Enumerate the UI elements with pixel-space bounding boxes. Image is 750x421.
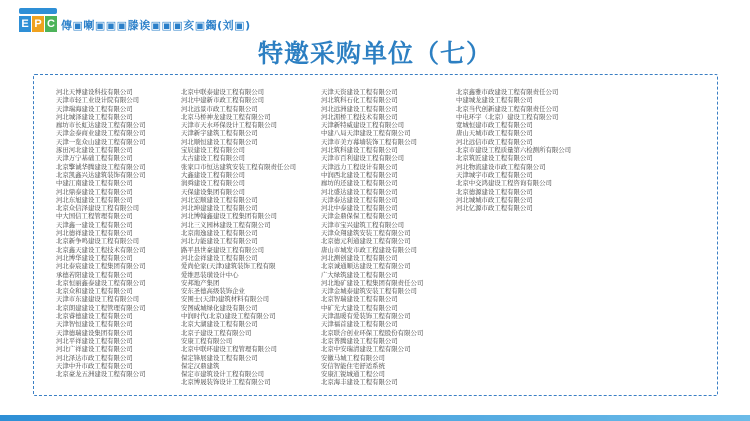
company-name: 保定市建筑设计工程有限公司 bbox=[181, 370, 265, 379]
company-name: 爱尚伦家(天津)建筑装饰工程有限 bbox=[181, 262, 276, 271]
company-name: 河北远信市政工程有限公司 bbox=[456, 137, 533, 146]
company-name: 天津鑫一建设工程有限公司 bbox=[56, 220, 133, 229]
company-name: 天津市东建建设工程有限公司 bbox=[56, 295, 140, 304]
company-name: 天津城宇市政工程有限公司 bbox=[456, 170, 533, 179]
company-name: 北京马桥神龙建设工程有限公司 bbox=[181, 112, 271, 121]
company-name: 河北筑科建设工程有限公司 bbox=[321, 146, 398, 155]
company-name: 天津智恒建设工程有限公司 bbox=[56, 320, 133, 329]
logo-letter-e: E bbox=[19, 16, 31, 32]
company-name: 张家口市恒达建筑安装工程有限责任公司 bbox=[181, 162, 297, 171]
company-name: 中矿光大建设工程有限公司 bbox=[321, 303, 398, 312]
page-title: 特邀采购单位（七） bbox=[257, 39, 492, 68]
company-name: 保定汉鼎建筑 bbox=[181, 361, 220, 370]
company-name: 河北鼎泰建设工程有限公司 bbox=[56, 187, 133, 196]
company-name: 中建江南建设工程有限公司 bbox=[56, 179, 133, 188]
company-name: 北京当代创新建设工程有限责任公司 bbox=[456, 104, 559, 113]
company-column-1 bbox=[56, 88, 145, 378]
company-name: 安信智能住宅舒适系统 bbox=[321, 361, 385, 370]
company-name: 北京中交鸿建设工程咨询有限公司 bbox=[456, 179, 552, 188]
company-name: 河北德祥建设工程有限公司 bbox=[56, 229, 133, 238]
company-name: 河北天博建设科技有限公司 bbox=[56, 88, 133, 96]
company-name: 北京德元利通建设工程有限公司 bbox=[321, 237, 411, 246]
company-name: 天津金鼎保保工程有限公司 bbox=[321, 212, 398, 221]
company-name: 安图威城绿化建设有限公司 bbox=[181, 303, 258, 312]
company-name: 北京中安瑞清建设工程有限公司 bbox=[321, 345, 411, 354]
company-name: 天津市美方幕墙装饰工程有限公司 bbox=[321, 137, 417, 146]
company-name: 北京子建设工程有限公司 bbox=[181, 328, 252, 337]
company-name: 廊坊市长虹达建设工程有限公司 bbox=[56, 121, 146, 130]
brand-text: 傳▣喇▣▣▣滕诶▣▣▣亥▣鐲(刘▣) bbox=[61, 19, 251, 32]
company-name: 河北博翰鑫建设工程集团有限公司 bbox=[181, 212, 277, 221]
company-column-4 bbox=[456, 88, 571, 212]
company-name: 北京睿德建设工程有限公司 bbox=[56, 312, 133, 321]
company-name: 河北地矿建设工程集团有限责任公司 bbox=[321, 278, 424, 287]
company-name: 润舜建设工程有限公司 bbox=[181, 179, 245, 188]
company-name: 北京普腾建设工程有限公司 bbox=[321, 336, 398, 345]
company-name: 天津一览众山建设工程有限公司 bbox=[56, 137, 146, 146]
company-name: 唐山市城发市政工程建设有限公司 bbox=[321, 245, 417, 254]
company-name: 大鑫建设工程有限公司 bbox=[181, 170, 245, 179]
company-name: 北京豪龙五洲建设工程有限公司 bbox=[56, 370, 146, 379]
company-name: 北京凯鑫兴达建筑装饰有限公司 bbox=[56, 170, 146, 179]
company-name: 河北平祥建设工程有限公司 bbox=[56, 336, 133, 345]
company-name: 河北筑科石化工程有限公司 bbox=[321, 96, 398, 105]
company-name: 河北泽达市政工程有限公司 bbox=[56, 353, 133, 362]
company-name: 河北力能建设工程有限公司 bbox=[181, 237, 258, 246]
logo-bar bbox=[19, 8, 57, 14]
company-name: 中建八局天津建设工程有限公司 bbox=[321, 129, 411, 138]
company-column-3 bbox=[321, 88, 423, 387]
company-name: 河北盛达建设工程有限公司 bbox=[321, 187, 398, 196]
company-name: 天津泰达建设工程有限公司 bbox=[321, 195, 398, 204]
company-name: 广大绿筑建设工程有限公司 bbox=[321, 270, 398, 279]
company-name: 天津众翔建筑安装工程有限公司 bbox=[321, 229, 411, 238]
company-name: 天津市天水环保设计工程有限公司 bbox=[181, 121, 277, 130]
company-name: 北京朗建建设工程管理有限公司 bbox=[56, 303, 146, 312]
logo-letter-p: P bbox=[32, 16, 44, 32]
company-name: 北京博晟装饰设计工程有限公司 bbox=[181, 378, 271, 387]
company-name: 河北城城市政工程有限公司 bbox=[456, 195, 533, 204]
company-name: 河北中建新市政工程有限公司 bbox=[181, 96, 265, 105]
company-name: 天津新特威建设工程有限公司 bbox=[321, 121, 405, 130]
company-name: 中润西北建设工程有限公司 bbox=[321, 170, 398, 179]
company-name: 安康汇锐城通工程公司 bbox=[321, 370, 385, 379]
company-name: 安康工程有限公司 bbox=[181, 336, 233, 345]
company-name: 路平县世豪建设工程有限公司 bbox=[181, 245, 265, 254]
company-name: 北京恒丽鑫泰建设工程有限公司 bbox=[56, 278, 146, 287]
company-name: 河北金祥建设工程有限公司 bbox=[181, 253, 258, 262]
company-name: 河北远洲建设工程有限公司 bbox=[321, 104, 398, 113]
company-name: 中建城龙建设工程有限公司 bbox=[456, 96, 533, 105]
company-name: 天津金泰商业建设工程有限公司 bbox=[56, 129, 146, 138]
company-name: 河北东旭建设工程有限公司 bbox=[56, 195, 133, 204]
company-name: 北京海丰建设工程有限公司 bbox=[321, 378, 398, 387]
company-name: 北京筑匠建设工程有限公司 bbox=[456, 154, 533, 163]
company-name: 天津福首建设工程有限公司 bbox=[321, 320, 398, 329]
company-name: 唐山天城市政工程有限公司 bbox=[456, 129, 533, 138]
company-name: 天津远力工程设计有限公司 bbox=[321, 162, 398, 171]
company-name: 河北测创建设工程有限公司 bbox=[321, 253, 398, 262]
company-name: 天津万宁基础工程有限公司 bbox=[56, 154, 133, 163]
logo-letter-c: C bbox=[45, 16, 57, 32]
company-name: 天津瑞海建设工程有限公司 bbox=[56, 104, 133, 113]
company-name: 安东圣德高级装饰企业 bbox=[181, 287, 245, 296]
company-name: 北京擎诚华腾建设工程有限公司 bbox=[56, 162, 146, 171]
company-name: 北京鑫雅市政建设工程有限责任公司 bbox=[456, 88, 559, 96]
company-name: 廊坊的还建设工程有限公司 bbox=[321, 179, 398, 188]
company-name: 宽城恒建市政工程有限公司 bbox=[456, 121, 533, 130]
company-name: 天津市轻工业设计院有限公司 bbox=[56, 96, 140, 105]
footer-bar bbox=[0, 415, 750, 421]
company-name: 爱维思装璜设计中心 bbox=[181, 270, 239, 279]
company-name: 保定锋展建设工程有限公司 bbox=[181, 353, 258, 362]
company-name: 天津金城泰建筑安装工程有限公司 bbox=[321, 287, 417, 296]
company-name: 河北物流建设市政工程有限公司 bbox=[456, 162, 546, 171]
company-name: 河北顺恒建设工程有限公司 bbox=[181, 137, 258, 146]
company-name: 天津天资建设工程有限公司 bbox=[321, 88, 398, 96]
company-name: 承德若阳建设工程有限公司 bbox=[56, 270, 133, 279]
company-name: 中润时代(北京)建设工程有限公司 bbox=[181, 312, 276, 321]
company-name: 河北三义园林建设工程有限公司 bbox=[181, 220, 271, 229]
company-name: 天津温暖有爱装饰工程有限公司 bbox=[321, 312, 411, 321]
company-name: 河北广祥建设工程有限公司 bbox=[56, 345, 133, 354]
company-name: 北京智瑞建设工程有限公司 bbox=[321, 295, 398, 304]
company-name: 河北中泰建设工程有限公司 bbox=[321, 204, 398, 213]
company-name: 河北坤建建设工程有限公司 bbox=[181, 204, 258, 213]
company-name: 北京市建设工程质量第六检测所有限公司 bbox=[456, 146, 572, 155]
company-name: 河北城泽建设工程有限公司 bbox=[56, 112, 133, 121]
company-name: 北京鑫天建设工程技术有限公司 bbox=[56, 245, 146, 254]
company-name: 安围士(天津)建筑材料有限公司 bbox=[181, 295, 270, 304]
company-name: 天津新宇建筑工程有限公司 bbox=[181, 129, 258, 138]
company-name: 北京众和建设工程有限公司 bbox=[56, 287, 133, 296]
company-name: 北京德源建设工程有限公司 bbox=[456, 187, 533, 196]
company-name: 北京众信泽建设工程有限公司 bbox=[56, 204, 140, 213]
company-name: 安徽马城工程有限公司 bbox=[321, 353, 385, 362]
company-name: 太古建设工程有限公司 bbox=[181, 154, 245, 163]
company-name: 河北亿源市政工程有限公司 bbox=[456, 204, 533, 213]
company-name: 北京中联泰建设工程有限公司 bbox=[181, 88, 265, 96]
company-name: 天津德瑞建设集团有限公司 bbox=[56, 328, 133, 337]
company-name: 北京联合创业环保工程股份有限公司 bbox=[321, 328, 424, 337]
company-name: 河北湄桥工程技术有限公司 bbox=[321, 112, 398, 121]
company-name: 天津中升市政工程有限公司 bbox=[56, 361, 133, 370]
company-name: 河北博华建设工程有限公司 bbox=[56, 253, 133, 262]
company-name: 天津市百利建设工程有限公司 bbox=[321, 154, 405, 163]
company-name: 天保建设集团有限公司 bbox=[181, 187, 245, 196]
company-name: 北京大湖建设工程有限公司 bbox=[181, 320, 258, 329]
company-name: 河北远景市政工程有限公司 bbox=[181, 104, 258, 113]
company-name: 中电环宇（北京）建设工程有限公司 bbox=[456, 112, 559, 121]
company-name: 北京新争鸣建设工程有限公司 bbox=[56, 237, 140, 246]
company-name: 北京中联环建设工程管理有限公司 bbox=[181, 345, 277, 354]
company-name: 中大国信工程管理有限公司 bbox=[56, 212, 133, 221]
company-column-2 bbox=[181, 88, 296, 387]
company-name: 涿田河北建设工程有限公司 bbox=[56, 146, 133, 155]
company-name: 河北泰宸建设工程集团有限公司 bbox=[56, 262, 146, 271]
company-name: 河北宏顺建设工程有限公司 bbox=[181, 195, 258, 204]
company-name: 北京南逸建设工程有限公司 bbox=[181, 229, 258, 238]
company-name: 北京诚通顺达建设工程有限公司 bbox=[321, 262, 411, 271]
company-name: 天津市宝兴建筑工程有限公司 bbox=[321, 220, 405, 229]
company-name: 宝辰建设工程有限公司 bbox=[181, 146, 245, 155]
company-name: 安邦地产集团 bbox=[181, 278, 220, 287]
